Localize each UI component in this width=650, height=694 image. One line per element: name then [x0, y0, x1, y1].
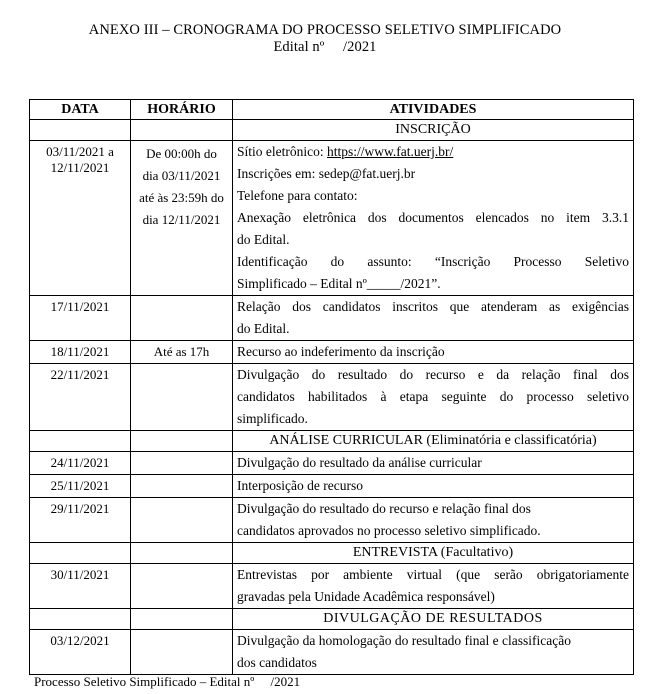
telefone-line: Telefone para contato:	[237, 188, 358, 203]
empty-cell	[30, 609, 131, 630]
activity-cell	[233, 498, 634, 543]
section-title-entrevista: ENTREVISTA (Facultativo)	[233, 543, 634, 564]
activity-cell	[233, 296, 634, 341]
table-row	[30, 475, 634, 498]
activity-line: simplificado.	[237, 411, 308, 426]
site-line	[237, 141, 629, 163]
column-header-horario: HORÁRIO	[131, 100, 233, 120]
section-row-inscricao	[30, 120, 634, 141]
table-row	[30, 141, 634, 296]
section-title-analise: ANÁLISE CURRICULAR (Eliminatória e classificatória)	[233, 431, 634, 452]
time-line: dia 12/11/2021	[142, 212, 221, 227]
inscricoes-line: Inscrições em: sedep@fat.uerj.br	[237, 166, 416, 181]
date-cell: 24/11/2021	[30, 452, 131, 475]
time-line: até às 23:59h do	[139, 190, 224, 205]
empty-cell	[131, 120, 233, 141]
date-cell: 17/11/2021	[30, 296, 131, 341]
site-label: Sítio eletrônico:	[237, 144, 327, 159]
empty-cell	[131, 543, 233, 564]
section-title-inscricao: INSCRIÇÃO	[233, 120, 634, 141]
table-row	[30, 452, 634, 475]
section-row-divulgacao	[30, 609, 634, 630]
time-cell	[131, 296, 233, 341]
activity-line: Entrevistas por ambiente virtual (que serão obrigatoriamente	[237, 567, 629, 582]
activity-cell	[233, 564, 634, 609]
time-cell	[131, 498, 233, 543]
table-header-row	[30, 100, 634, 120]
table-row	[30, 341, 634, 364]
time-cell	[131, 141, 233, 296]
activity-cell	[233, 141, 634, 296]
activity-cell: Recurso ao indeferimento da inscrição	[233, 341, 634, 364]
site-link[interactable]: https://www.fat.uerj.br/	[327, 144, 454, 159]
activity-cell	[233, 630, 634, 675]
activity-line: gravadas pela Unidade Acadêmica responsável)	[237, 589, 495, 604]
activity-line: do Edital.	[237, 321, 290, 336]
empty-cell	[30, 120, 131, 141]
table-row	[30, 296, 634, 341]
activity-cell: Interposição de recurso	[233, 475, 634, 498]
activity-line: candidatos habilitados à etapa seguinte do processo seletivo	[237, 389, 629, 404]
empty-cell	[131, 431, 233, 452]
identificacao-line: Simplificado – Edital nº_____/2021”.	[237, 276, 441, 291]
date-cell	[30, 141, 131, 296]
date-cell: 18/11/2021	[30, 341, 131, 364]
column-header-atividades: ATIVIDADES	[233, 100, 634, 120]
date-cell: 03/12/2021	[30, 630, 131, 675]
time-cell	[131, 475, 233, 498]
date-cell: 30/11/2021	[30, 564, 131, 609]
empty-cell	[30, 431, 131, 452]
table-row	[30, 630, 634, 675]
table-row	[30, 564, 634, 609]
time-cell	[131, 564, 233, 609]
table-row	[30, 364, 634, 431]
time-line: dia 03/11/2021	[142, 168, 221, 183]
document-title: ANEXO III – CRONOGRAMA DO PROCESSO SELETIVO SIMPLIFICADO	[88, 22, 562, 38]
time-line: De 00:00h do	[146, 146, 217, 161]
date-cell: 25/11/2021	[30, 475, 131, 498]
empty-cell	[30, 543, 131, 564]
document-subtitle: Edital nº /2021	[273, 39, 377, 55]
time-cell	[131, 452, 233, 475]
section-row-entrevista	[30, 543, 634, 564]
empty-cell	[131, 609, 233, 630]
section-title-divulgacao: DIVULGAÇÃO DE RESULTADOS	[233, 609, 634, 630]
activity-cell	[233, 364, 634, 431]
time-cell	[131, 364, 233, 431]
activity-line: Divulgação do resultado do recurso e relação final dos	[237, 501, 531, 516]
date-cell: 29/11/2021	[30, 498, 131, 543]
column-header-data: DATA	[30, 100, 131, 120]
time-cell: Até as 17h	[131, 341, 233, 364]
activity-line: Divulgação do resultado do recurso e da relação final dos	[237, 367, 629, 382]
activity-line: Divulgação da homologação do resultado final e classificação	[237, 633, 571, 648]
page-footer: Processo Seletivo Simplificado – Edital nº /2021	[34, 674, 301, 689]
date-cell: 22/11/2021	[30, 364, 131, 431]
identificacao-line: Identificação do assunto: “Inscrição Processo Seletivo	[237, 254, 629, 269]
schedule-table	[29, 99, 634, 675]
anexacao-line: Anexação eletrônica dos documentos elencados no item 3.3.1	[237, 210, 629, 225]
table-row	[30, 498, 634, 543]
section-row-analise	[30, 431, 634, 452]
time-cell	[131, 630, 233, 675]
date-end: 12/11/2021	[50, 160, 110, 175]
activity-line: dos candidatos	[237, 655, 317, 670]
activity-line: candidatos aprovados no processo seletivo simplificado.	[237, 523, 541, 538]
anexacao-line: do Edital.	[237, 232, 290, 247]
activity-cell: Divulgação do resultado da análise curricular	[233, 452, 634, 475]
activity-line: Relação dos candidatos inscritos que atenderam as exigências	[237, 299, 629, 314]
date-start: 03/11/2021 a	[46, 144, 114, 159]
